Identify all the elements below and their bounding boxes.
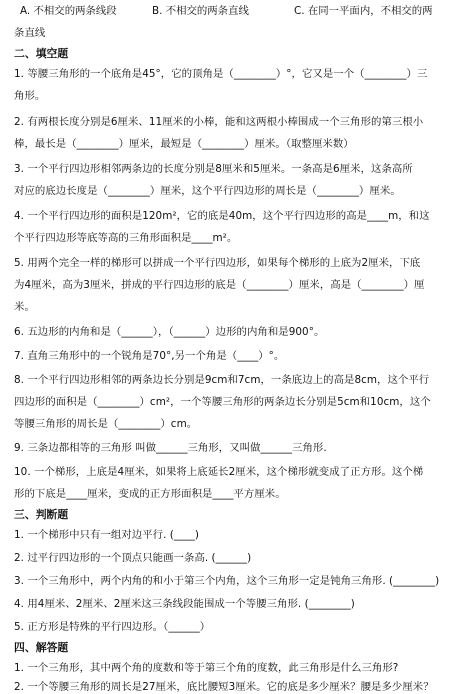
question-line: 3. 一个平行四边形相邻两条边的长度分别是8厘米和5厘米。一条高是6厘米，这条高所 — [14, 163, 413, 175]
question-line: 6. 五边形的内角和是（______），（______）边形的内角和是900°。 — [14, 326, 325, 338]
question-line: 5. 用两个完全一样的梯形可以拼成一个平行四边形，如果每个梯形的上底为2厘米，下底 — [14, 257, 421, 269]
option-c: C. 在同一平面内，不相交的两 — [294, 5, 433, 17]
question-line: 棒，最长是（________）厘米，最短是（________）厘米。（取整厘米数） — [14, 138, 354, 150]
section-heading-solve: 四、解答题 — [14, 641, 69, 654]
question-line: 9. 三条边都相等的三角形 叫做______三角形，又叫做______三角形. — [14, 442, 327, 454]
question-line: 2. 有两根长度分别是6厘米、11厘米的小棒，能和这两根小棒围成一个三角形的第三根小 — [14, 116, 424, 128]
question-line: 4. 一个平行四边形的面积是120m²，它的底是40m，这个平行四边形的高是____m，和这 — [14, 210, 430, 222]
question-line: 1. 一个梯形中只有一组对边平行. (____) — [14, 529, 199, 541]
question-line: 10. 一个梯形，上底是4厘米，如果将上底延长2厘米，这个梯形就变成了正方形。这个梯 — [14, 466, 424, 478]
question-line: 1. 一个三角形，其中两个角的度数和等于第三个角的度数，此三角形是什么三角形? — [14, 662, 399, 674]
question-line: 7. 直角三角形中的一个锐角是70°,另一个角是（____）°。 — [14, 350, 285, 362]
question-line: 四边形的面积是（________）cm²，一个等腰三角形的两条边长分别是5cm和10cm，这个 — [14, 396, 431, 408]
question-line: 1. 等腰三角形的一个底角是45°，它的顶角是（________）°，它又是一个（________）三 — [14, 68, 428, 80]
question-line: 5. 正方形是特殊的平行四边形。（______） — [14, 621, 211, 633]
question-line: 2. 一个等腰三角形的周长是27厘米，底比腰短3厘米。它的底是多少厘米？腰是多少厘米？ — [14, 681, 434, 693]
question-line: 角形。 — [14, 90, 46, 102]
question-line: 2. 过平行四边形的一个顶点只能画一条高. (______) — [14, 552, 252, 564]
option-c-continuation: 条直线 — [14, 27, 46, 39]
option-b: B. 不相交的两条直线 — [152, 5, 249, 17]
section-heading-fill-blank: 二、填空题 — [14, 47, 69, 60]
question-line: 对应的底边长度是（________）厘米，这个平行四边形的周长是（________）厘米。 — [14, 185, 401, 197]
question-line: 形的下底是____厘米，变成的正方形面积是____平方厘米。 — [14, 488, 286, 500]
question-line: 8. 一个平行四边形相邻的两条边长分别是9cm和7cm，一条底边上的高是8cm，这个平行 — [14, 374, 430, 386]
question-line: 等腰三角形的周长是（________）cm。 — [14, 418, 198, 430]
question-line: 为4厘米，高为3厘米，拼成的平行四边形的底是（________）厘米，高是（________）厘 — [14, 279, 425, 291]
section-heading-true-false: 三、判断题 — [14, 508, 69, 521]
question-line: 米。 — [14, 301, 35, 313]
option-a: A. 不相交的两条线段 — [20, 5, 117, 17]
question-line: 4. 用4厘米、2厘米、2厘米这三条线段能围成一个等腰三角形. (________) — [14, 598, 355, 610]
question-line: 3. 一个三角形中，两个内角的和小于第三个内角，这个三角形一定是钝角三角形. (________) — [14, 575, 440, 587]
question-line: 个平行四边形等底等高的三角形面积是____m²。 — [14, 232, 238, 244]
